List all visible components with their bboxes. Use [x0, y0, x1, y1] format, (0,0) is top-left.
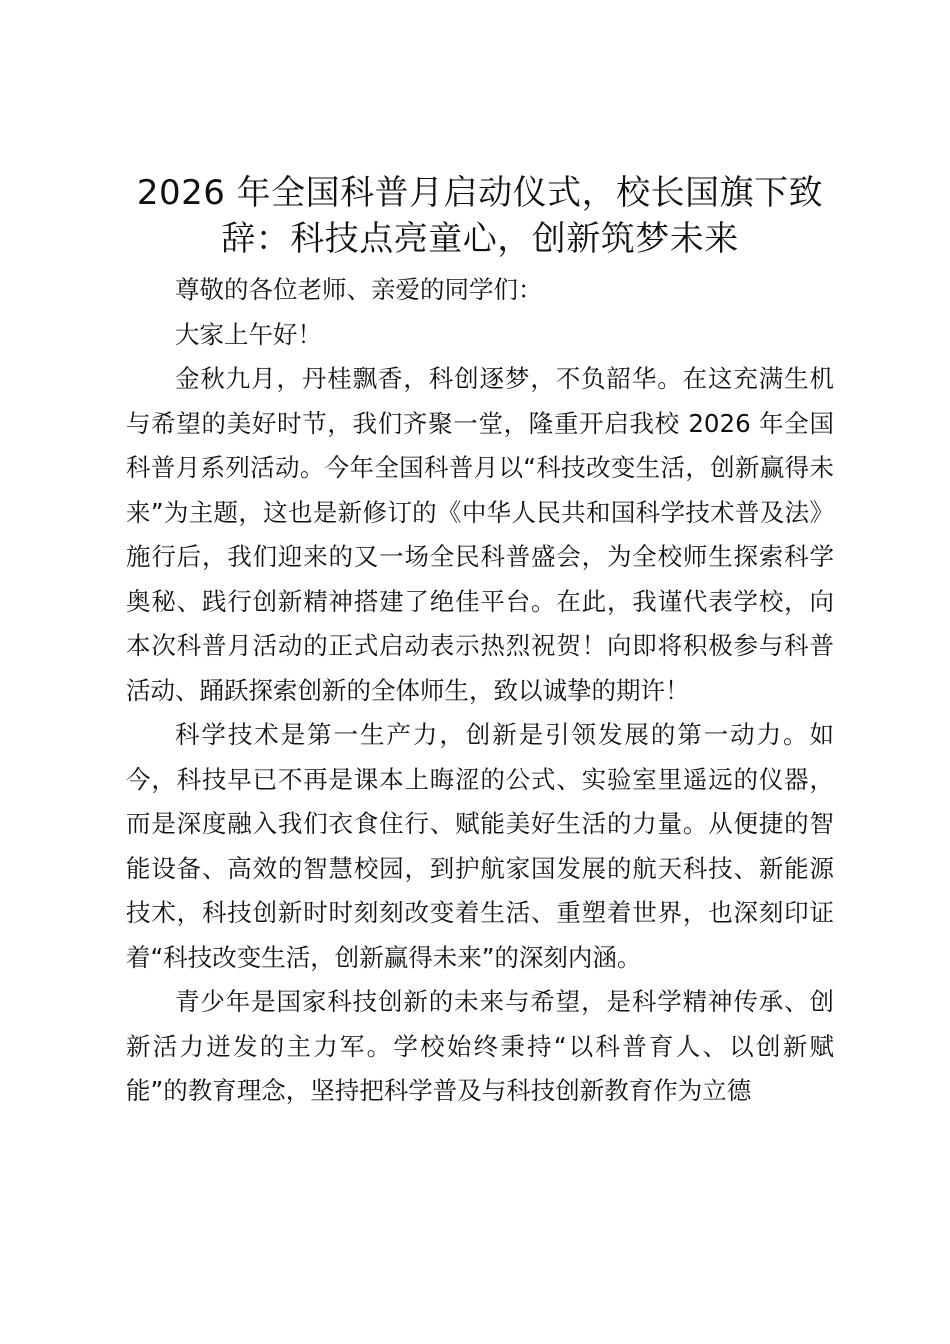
- greeting-paragraph: 尊敬的各位老师、亲爱的同学们：: [175, 275, 543, 304]
- title-line-2: 辞：科技点亮童心，创新筑梦未来: [221, 219, 739, 259]
- body-paragraph: 科学技术是第一生产力，创新是引领发展的第一动力。如今，科技早已不再是课本上晦涩的公式、实验室里遥远的仪器，而是深度融入我们衣食住行、赋能美好生活的力量。从便捷的智能设备、高效的智慧校园，到护航家国发展的航天科技、新能源技术，科技创新时时刻刻改变着生活、重塑着世界，也深刻印证着“科技改变生活，创新赢得未来”的深刻内涵。: [126, 720, 834, 972]
- document-body: [126, 268, 834, 1114]
- document-title: [126, 170, 834, 262]
- document-page: [126, 170, 834, 1114]
- body-paragraph: 金秋九月，丹桂飘香，科创逐梦，不负韶华。在这充满生机与希望的美好时节，我们齐聚一堂，隆重开启我校 2026 年全国科普月系列活动。今年全国科普月以“科技改变生活，创新赢得未来”为主题，这也是新修订的《中华人民共和国科学技术普及法》施行后，我们迎来的又一场全民科普盛会，为全校师生探索科学奥秘、践行创新精神搭建了绝佳平台。在此，我谨代表学校，向本次科普月活动的正式启动表示热烈祝贺！向即将积极参与科普活动、踊跃探索创新的全体师生，致以诚挚的期许！: [126, 364, 834, 705]
- body-paragraph: 青少年是国家科技创新的未来与希望，是科学精神传承、创新活力迸发的主力军。学校始终秉持“以科普育人、以创新赋能”的教育理念，坚持把科学普及与科技创新教育作为立德: [126, 987, 834, 1105]
- title-line-1: 2026 年全国科普月启动仪式，校长国旗下致: [136, 173, 824, 213]
- salutation-paragraph: 大家上午好！: [175, 319, 322, 349]
